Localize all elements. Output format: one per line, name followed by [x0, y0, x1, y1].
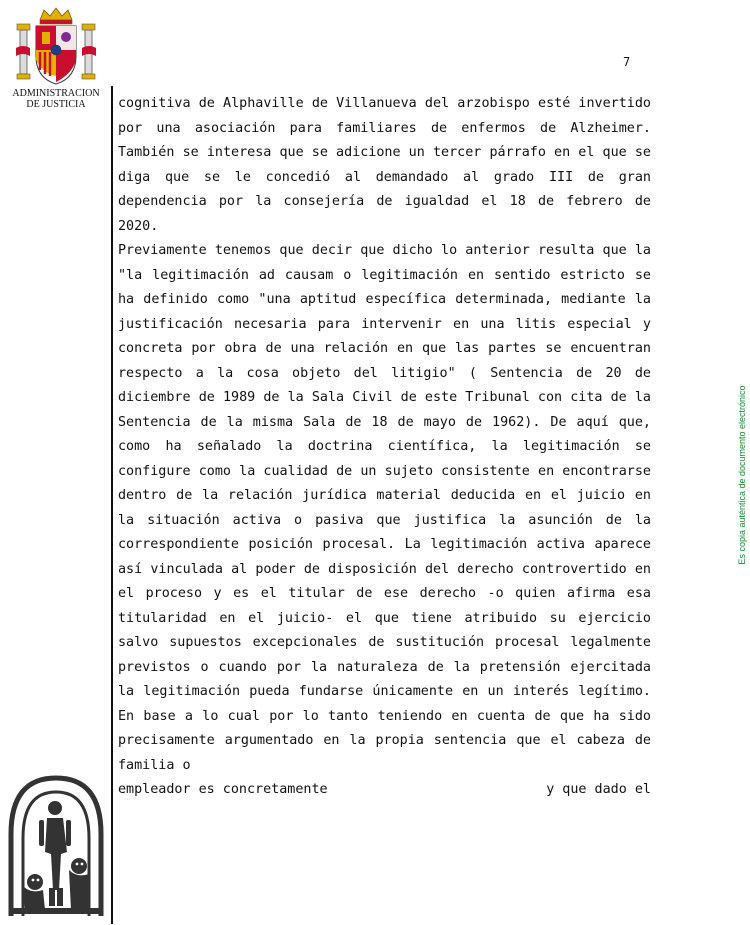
- institution-label: [0, 88, 112, 110]
- last-line-right: y que dado el: [546, 782, 651, 797]
- paragraph-2: Previamente tenemos que decir que dicho lo anterior resulta que la "la legitimación ad causam o legitimación en sentido estricto se ha definido como "una aptitud específica determinada, mediante la justificación necesaria para intervenir en una litis especial y concreta por obra de una relación en que las partes se encuentran respecto a la cosa objeto del litigio" ( Sentencia de 20 de diciembre de 1989 de la Sala Civil de este Tribunal con cita de la Sentencia de la misma Sala de 18 de mayo de 1962). De aquí que, como ha señalado la doctrina científica, la legitimación se configure como la cualidad de un sujeto consistente en encontrarse dentro de la relación jurídica material deducida en el juicio en la situación activa o pasiva que justifica la asunción de la correspondiente posición procesal. La legitimación activa aparece así vinculada al poder de disposición del derecho controvertido en el proceso y es el titular de ese derecho -o quien afirma esa titularidad en el juicio- el que tiene atribuido su ejercicio salvo supuestos excepcionales de sustitución procesal legalmente previstos o cuando por la naturaleza de la pretensión ejercitada la legitimación pueda fundarse únicamente en un interés legítimo. En base a lo cual por lo tanto teniendo en cuenta de que ha sido precisamente argumentado en la propia sentencia que el cabeza de familia o: [118, 243, 651, 773]
- institution-line2: DE JUSTICIA: [26, 99, 86, 110]
- hercules-lions-emblem-icon: [5, 770, 107, 918]
- margin-rule: [111, 86, 113, 924]
- last-line-left: empleador es concretamente: [118, 782, 328, 797]
- institution-line1: ADMINISTRACION: [12, 88, 100, 99]
- document-body: [118, 92, 651, 803]
- page-number: 7: [623, 55, 631, 69]
- paragraph-2-last-line: [118, 778, 651, 803]
- paragraph-1: cognitiva de Alphaville de Villanueva del arzobispo esté invertido por una asociación para familiares de enfermos de Alzheimer. También se interesa que se adicione un tercer párrafo en el que se diga que se le concedió al demandado al grado III de gran dependencia por la consejería de igualdad el 18 de febrero de 2020.: [118, 96, 651, 234]
- authenticity-note: Es copia auténtica de documento electrónico: [737, 385, 747, 565]
- coat-of-arms-icon: [14, 4, 98, 88]
